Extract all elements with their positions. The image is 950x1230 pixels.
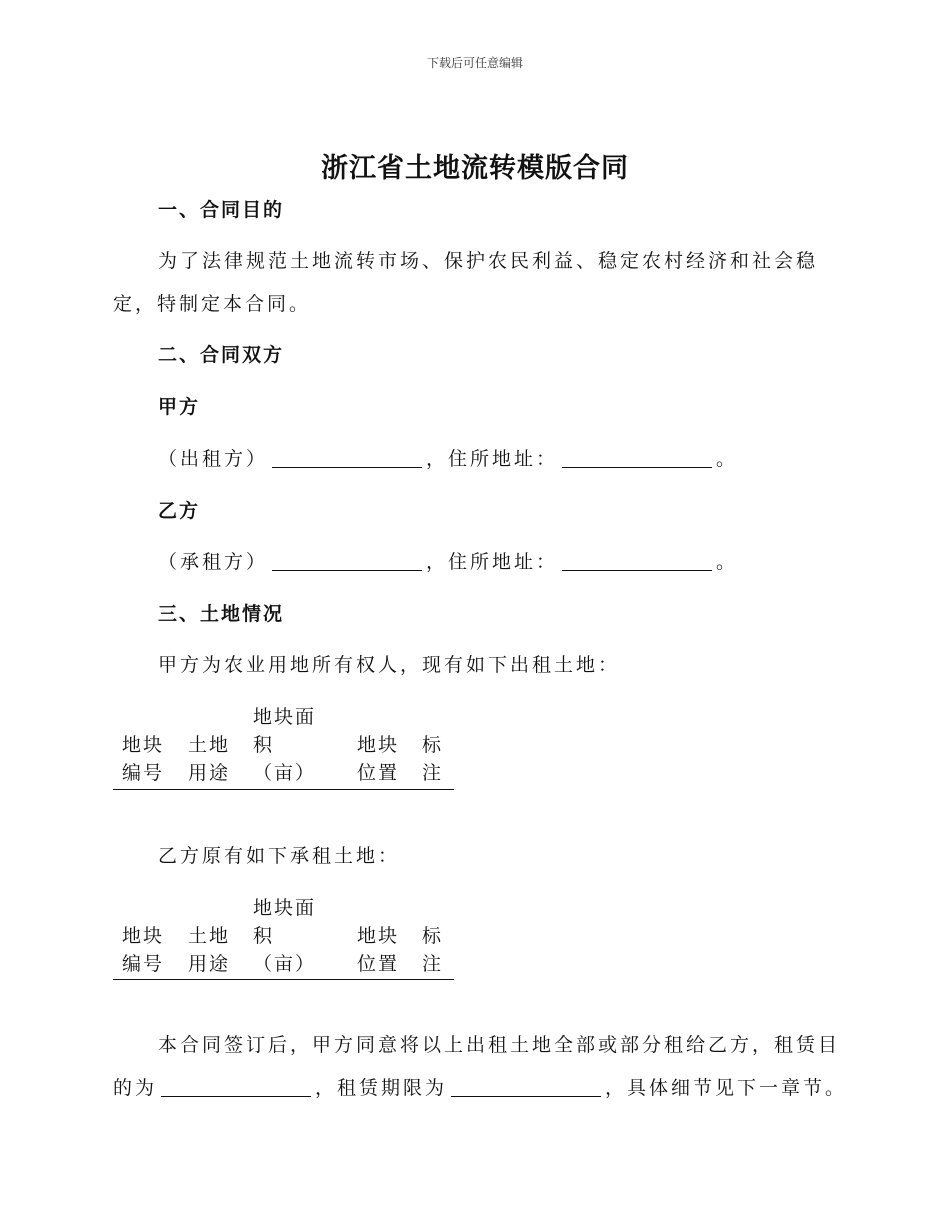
- section-heading-parties: 二、合同双方: [158, 344, 285, 366]
- lessor-land-intro: 甲方为农业用地所有权人，现有如下出租土地：: [158, 654, 621, 676]
- table-header-plot-no: 地块 编号: [122, 734, 165, 784]
- party-b-label: 乙方: [158, 500, 201, 522]
- page-header-note: 下载后可任意编辑: [426, 56, 523, 70]
- purpose-text-line2: 定，特制定本合同。: [113, 293, 312, 315]
- table-header-land-use: 土地 用途: [188, 925, 231, 975]
- table-header-land-use: 土地 用途: [188, 734, 231, 784]
- purpose-text-line1: 为了法律规范土地流转市场、保护农民利益、稳定农村经济和社会稳: [158, 250, 819, 272]
- party-a-label: 甲方: [158, 396, 201, 418]
- party-a-address-label: ，住所地址：: [426, 448, 559, 470]
- table-header-area: 地块面 积 （亩）: [253, 897, 317, 975]
- table-header-area: 地块面 积 （亩）: [253, 706, 317, 784]
- lease-purpose-blank[interactable]: [161, 1076, 311, 1097]
- document-title: 浙江省土地流转模版合同: [321, 153, 629, 184]
- table-header-note: 标 注: [422, 925, 444, 975]
- party-a-end: 。: [716, 448, 739, 470]
- lessor-land-table: [113, 704, 454, 790]
- section-heading-land: 三、土地情况: [158, 603, 285, 625]
- lease-term-label: ，租赁期限为: [315, 1077, 448, 1099]
- lease-details-note: ，具体细节见下一章节。: [605, 1077, 848, 1099]
- party-b-name-blank[interactable]: [272, 550, 422, 571]
- table-header-location: 地块 位置: [357, 734, 400, 784]
- party-a-name-blank[interactable]: [272, 447, 422, 468]
- lease-terms-line2: [113, 1073, 847, 1100]
- lease-term-blank[interactable]: [451, 1076, 601, 1097]
- party-b-address-blank[interactable]: [562, 550, 712, 571]
- lease-terms-line1: 本合同签订后，甲方同意将以上出租土地全部或部分租给乙方，租赁目: [158, 1034, 841, 1056]
- party-b-end: 。: [716, 551, 739, 573]
- lessee-land-intro: 乙方原有如下承租土地：: [158, 845, 401, 867]
- party-b-line: [158, 547, 738, 574]
- party-b-role: （承租方）: [158, 551, 269, 573]
- lease-purpose-label: 的为: [113, 1077, 158, 1099]
- section-heading-purpose: 一、合同目的: [158, 199, 285, 221]
- party-a-line: [158, 444, 738, 471]
- table-header-location: 地块 位置: [357, 925, 400, 975]
- table-header-plot-no: 地块 编号: [122, 925, 165, 975]
- party-b-address-label: ，住所地址：: [426, 551, 559, 573]
- lessee-land-table: [113, 895, 454, 980]
- party-a-role: （出租方）: [158, 448, 269, 470]
- party-a-address-blank[interactable]: [562, 447, 712, 468]
- table-header-note: 标 注: [422, 734, 444, 784]
